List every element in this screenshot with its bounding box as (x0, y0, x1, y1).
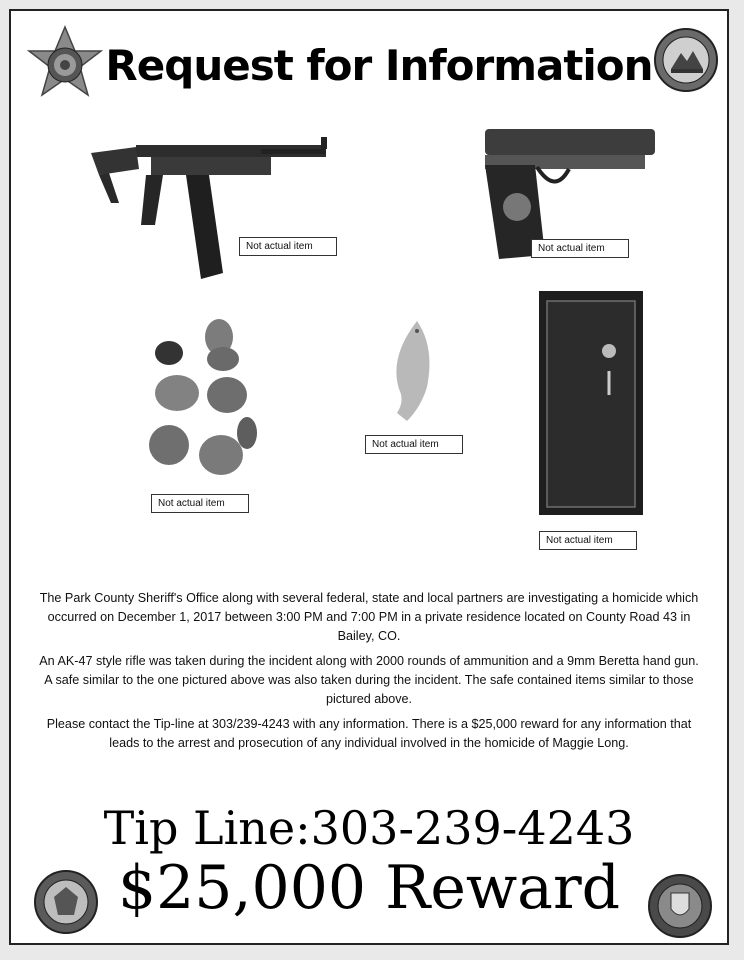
fish-carving-image (383, 317, 443, 427)
fbi-seal-icon (647, 873, 713, 939)
gun-safe-image (539, 291, 643, 515)
reward-amount: $25,000 Reward (117, 853, 621, 923)
body-text (39, 589, 699, 759)
rifle-caption: Not actual item (239, 237, 337, 256)
carvings-caption: Not actual item (151, 494, 249, 513)
county-seal-icon (653, 27, 719, 93)
paragraph-1: The Park County Sheriff's Office along with several federal, state and local partners are investigating a homicide which occurred on December 1, 2017 between 3:00 PM and 7:00 PM in a private residence located on County Road 43 in Bailey, CO. (39, 591, 699, 643)
paragraph-2: An AK-47 style rifle was taken during the incident along with 2000 rounds of ammunition and a 9mm Beretta hand gun. A safe similar to the one pictured above was also taken during the incident. The safe contained items similar to those pictured above. (39, 654, 699, 706)
rifle-image (91, 123, 341, 283)
handgun-caption: Not actual item (531, 239, 629, 258)
header (11, 41, 727, 90)
atf-seal-icon (33, 869, 99, 935)
tip-line: Tip Line:303-239-4243 (103, 801, 635, 855)
fish-caption: Not actual item (365, 435, 463, 454)
stone-carvings-image (137, 315, 257, 485)
page-title: Request for Information (105, 41, 653, 90)
safe-caption: Not actual item (539, 531, 637, 550)
flyer-page (9, 9, 729, 945)
paragraph-3: Please contact the Tip-line at 303/239-4243 with any information. There is a $25,000 reward for any information that leads to the arrest and prosecution of any individual involved in the homicide of Maggie Long. (46, 717, 692, 750)
